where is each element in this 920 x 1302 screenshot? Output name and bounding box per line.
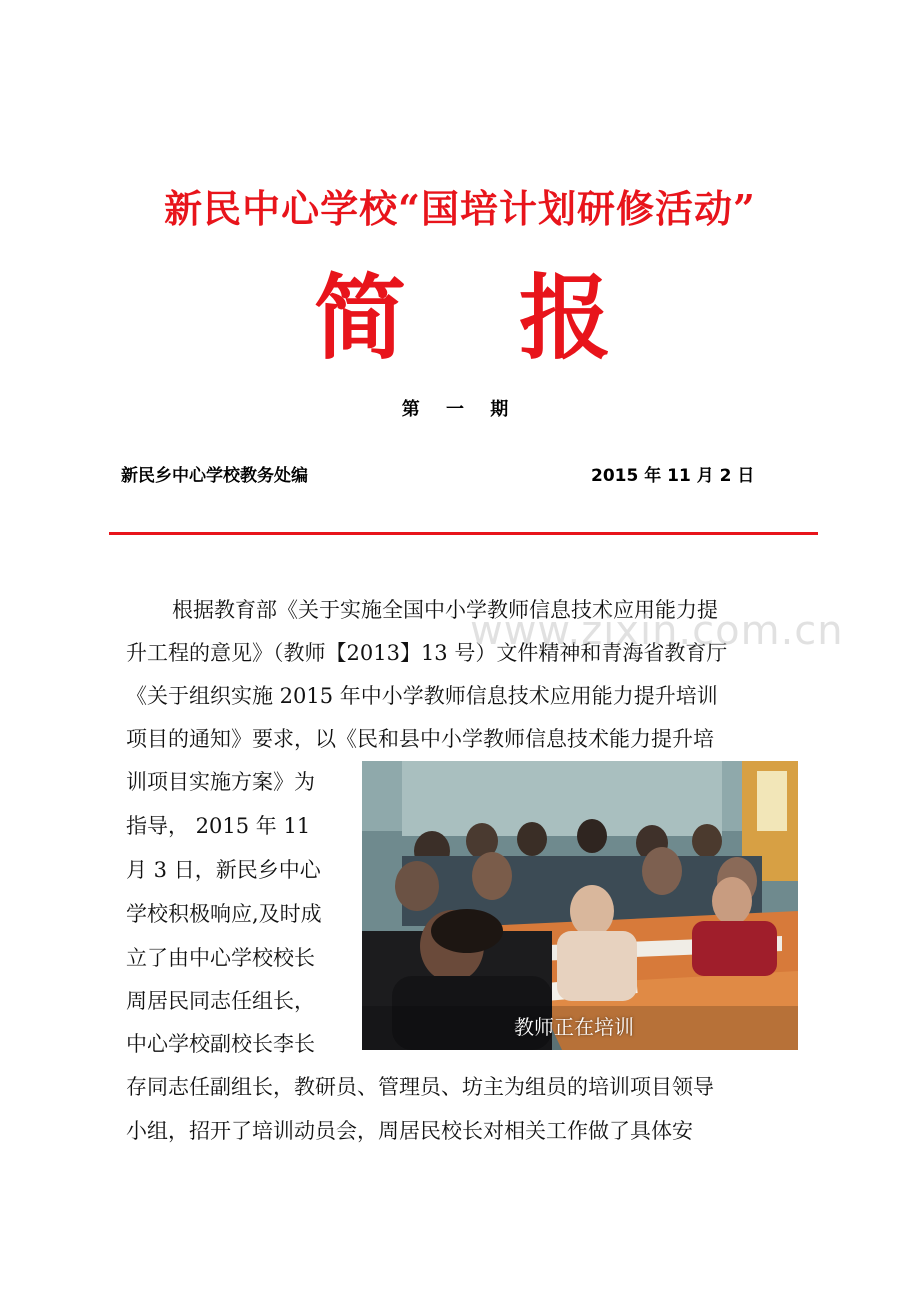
body-line-1: 根据教育部《关于实施全国中小学教师信息技术应用能力提 xyxy=(172,598,718,622)
body-line-3: 《关于组织实施 2015 年中小学教师信息技术应用能力提升培训 xyxy=(126,684,718,708)
body-line-9: 立了由中心学校校长 xyxy=(126,946,315,970)
body-line-6: 指导， 2015 年 11 xyxy=(126,814,311,838)
body-line-4: 项目的通知》要求，以《民和县中小学教师信息技术能力提升培 xyxy=(126,727,714,751)
body-line-13: 小组，招开了培训动员会，周居民校长对相关工作做了具体安 xyxy=(126,1119,693,1143)
header-divider xyxy=(109,532,818,535)
masthead-char-bao: 报 xyxy=(519,264,612,372)
body-line-7: 月 3 日，新民乡中心 xyxy=(126,858,321,882)
body-line-8: 学校积极响应,及时成 xyxy=(126,902,322,926)
body-line-5: 训项目实施方案》为 xyxy=(126,770,315,794)
body-line-11: 中心学校副校长李长 xyxy=(126,1032,315,1056)
body-line-12: 存同志任副组长，教研员、管理员、坊主为组员的培训项目领导 xyxy=(126,1075,714,1099)
editor-line: 新民乡中心学校教务处编 xyxy=(121,466,308,486)
training-photo xyxy=(362,761,798,1050)
photo-caption: 教师正在培训 xyxy=(514,1015,634,1039)
watermark: www.zixin.com.cn xyxy=(470,608,844,654)
issue-date: 2015 年 11 月 2 日 xyxy=(591,466,755,486)
body-line-10: 周居民同志任组长， xyxy=(126,989,315,1013)
headline: 新民中心学校“国培计划研修活动” xyxy=(164,186,756,231)
issue-number: 第 一 期 xyxy=(401,399,519,420)
body-line-2: 升工程的意见》（教师【2013】13 号）文件精神和青海省教育厅 xyxy=(126,641,728,665)
masthead-char-jian: 简 xyxy=(314,264,407,372)
